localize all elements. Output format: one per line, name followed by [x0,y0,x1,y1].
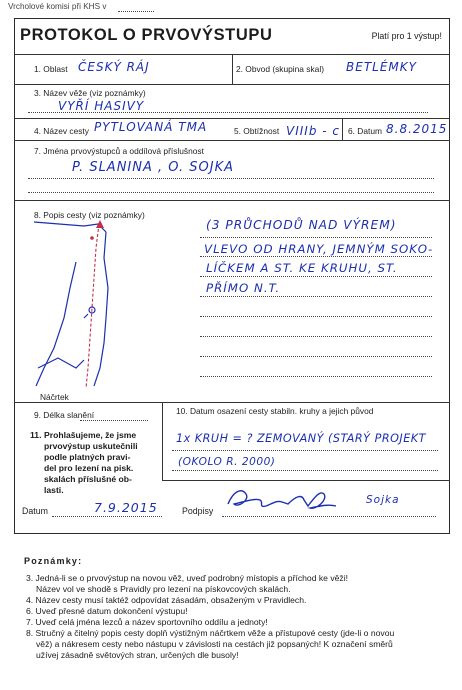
sign-date-dotted-line [52,516,162,517]
area-label: 1. Oblast [34,64,68,74]
climbers-dotted-line [28,192,434,193]
anchor-value[interactable]: 1x KRUH = ? ZEMOVANÝ (STARÝ PROJEKT [176,432,426,445]
description-dotted-line [200,336,432,337]
anchor-label: 10. Datum osazení cesty stabiln. kruhy a jejich původ [176,406,374,416]
description-line[interactable]: PŘÍMO N.T. [206,281,281,295]
declaration-line: skalách příslušné ob- [44,474,132,484]
divider [14,402,450,403]
note-line: 4. Název cesty musí taktéž odpovídat zásadám, obsaženým v Pravidlech. [26,595,307,605]
sketch-label: Náčrtek [40,392,69,402]
divider [342,118,343,140]
district-value[interactable]: BETLÉMKY [346,60,417,74]
divider [162,480,450,481]
description-dotted-line [200,376,432,377]
rock-outline [36,262,76,386]
note-line: Název vol ve shodě s Pravidly pro lezení na pískovcových skalách. [36,584,291,594]
route-line [86,224,99,388]
declaration-line: lasti. [44,485,64,495]
description-dotted-line [200,276,432,277]
note-line: 7. Uveď celá jména lezců a název sportovního oddílu a jednoty! [26,617,268,627]
declaration-line: prvovýstup uskutečnili [44,441,138,451]
anchor-dotted-line [172,450,438,451]
declaration-number: 11. [30,430,42,440]
notes-title: Poznámky: [24,556,83,566]
signatures-dotted-line [222,516,436,517]
divider [162,402,163,480]
route-value[interactable]: PYTLOVANÁ TMA [94,120,208,134]
description-label: 8. Popis cesty (viz poznámky) [34,210,145,220]
declaration-line: del pro lezení na pisk. [44,463,134,473]
anchor-dotted-line [172,470,438,471]
difficulty-label: 5. Obtížnost [234,126,280,136]
description-line[interactable]: (3 PRŮCHODŮ NAD VÝREM) [206,218,397,232]
note-line: 8. Stručný a čitelný popis cesty doplň výstižným náčrtkem věže a přístupové cesty (jde-li o novou [26,628,395,638]
climbers-value[interactable]: P. SLANINA , O. SOJKA [72,160,234,175]
declaration-line: podle platných pravi- [44,452,131,462]
difficulty-value[interactable]: VIIIb - c [286,124,340,138]
sign-date-label: Datum [22,506,48,516]
divider [232,54,233,84]
description-dotted-line [200,237,432,238]
climbers-label: 7. Jména prvovýstupců a oddílová příslušnost [34,146,204,156]
divider [14,200,450,201]
declaration-line: Prohlašujeme, že jsme [44,430,137,440]
description-dotted-line [200,296,432,297]
rock-outline [34,222,106,232]
note-line: 3. Jedná-li se o prvovýstup na novou věž, uveď podrobný místopis a příchod ke věži! [26,573,348,583]
description-dotted-line [200,256,432,257]
tower-label: 3. Název věže (viz poznámky) [34,88,146,98]
form-title: PROTOKOL O PRVOVÝSTUPU [20,26,273,44]
divider [14,118,450,119]
signatures-label: Podpisy [182,506,214,516]
note-line: 6. Uveď přesné datum dokončení výstupu! [26,606,188,616]
tower-value[interactable]: VYŘÍ HASIVY [58,99,145,113]
note-line: užívej zásadně světových stran, určených dle busoly! [36,650,239,660]
date-label: 6. Datum [348,126,382,136]
description-line[interactable]: VLEVO OD HRANY, JEMNÝM SOKO- [204,242,434,256]
date-value[interactable]: 8.8.2015 [386,122,448,136]
description-dotted-line [200,316,432,317]
description-dotted-line [200,356,432,357]
rock-outline [94,232,108,386]
signature-2: Sojka [366,494,400,506]
climbers-dotted-line [28,178,434,179]
committee-dotted-line [118,11,154,12]
tower-dotted-line [28,112,428,113]
abseil-label: 9. Délka slanění [34,410,95,420]
sign-date-value[interactable]: 7.9.2015 [94,500,158,515]
district-label: 2. Obvod (skupina skal) [236,64,324,74]
validity-note: Platí pro 1 výstup! [371,31,442,41]
signature-1 [224,486,344,516]
route-sketch [24,218,174,398]
area-value[interactable]: ČESKÝ RÁJ [78,60,150,74]
divider [14,140,450,141]
route-label: 4. Název cesty [34,126,89,136]
note-line: věž) a nákresem cesty nebo nástupu v závislosti na cestách již popsaných! K označení směrů [36,639,393,649]
abseil-dotted-line [80,420,148,421]
anchor-value[interactable]: (OKOLO R. 2000) [178,456,276,468]
description-line[interactable]: LÍČKEM A ST. KE KRUHU, ST. [206,261,398,275]
divider [14,84,450,85]
committee-header: Vrcholové komisi při KHS v [8,2,107,11]
